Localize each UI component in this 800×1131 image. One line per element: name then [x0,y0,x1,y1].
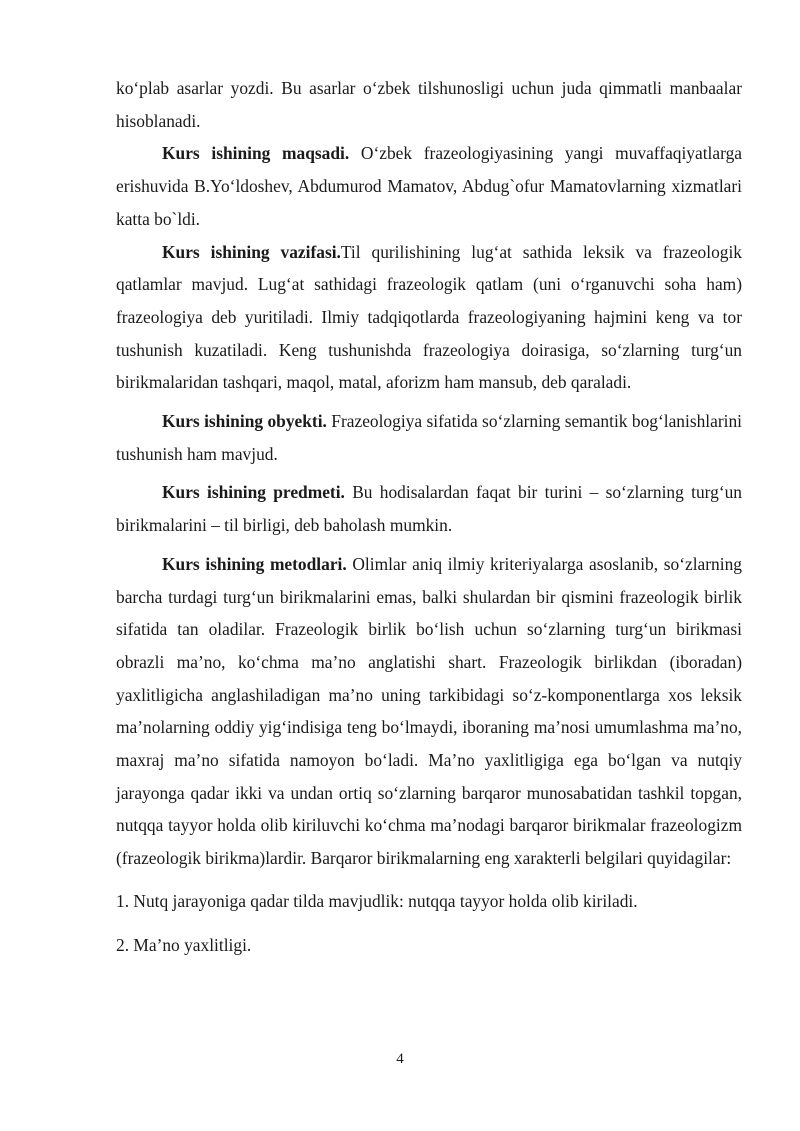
paragraph-text: Oʻzbek frazeologiyasining yangi muvaffaqiyatlarga erishuvida B.Yoʻldoshev, Abdumurod Mamatov, Abdug`ofur Mamatovlarning xizmatlari katta bo`ldi. [116,143,742,229]
paragraph-maqsadi [116,137,742,235]
paragraph-text: Frazeologiya sifatida soʻzlarning semantik bogʻlanishlarini tushunish ham mavjud. [116,411,742,464]
paragraph-metodlari [116,548,742,875]
paragraph-continuation [116,72,742,137]
paragraph-vazifasi [116,236,742,400]
paragraph-heading: Kurs ishining vazifasi. [162,241,341,262]
list-item: 2. Ma’no yaxlitligi. [116,934,252,955]
page-content [116,72,742,961]
paragraph-heading: Kurs ishining metodlari. [162,553,347,574]
paragraph-text: Olimlar aniq ilmiy kriteriyalarga asoslanib, soʻzlarning barcha turdagi turgʻun birikmalarini emas, balki shulardan bir qismini frazeologik birlik sifatida tan oladilar. Frazeologik birlik boʻlish uchun soʻzlarning turgʻun birikmasi obrazli ma’no, koʻchma ma’no anglatishi shart. Frazeologik birlikdan (iboradan) yaxlitligicha anglashiladigan ma’no uning tarkibidagi soʻz-komponentlarga xos leksik ma’nolarning oddiy yigʻindisiga teng boʻlmaydi, iboraning ma’nosi umumlashma ma’no, maxraj ma’no sifatida namoyon boʻladi. Ma’no yaxlitligiga ega boʻlgan va nutqiy jarayonga qadar ikki va undan ortiq soʻzlarning barqaror munosabatidan tashkil topgan, nutqqa tayyor holda olib kiriluvchi koʻchma ma’nodagi barqaror birikmalar frazeologizm (frazeologik birikma)lardir. Barqaror birikmalarning eng xarakterli belgilari quyidagilar: [116,553,742,869]
numbered-list [116,885,742,961]
paragraph-heading: Kurs ishining predmeti. [162,482,345,503]
paragraph-heading: Kurs ishining obyekti. [162,411,327,432]
paragraph-text: Til qurilishining lugʻat sathida leksik va frazeologik qatlamlar mavjud. Lugʻat sathidagi frazeologik qatlam (uni oʻrganuvchi soha ham) frazeologiya deb yuritiladi. Ilmiy tadqiqotlarda frazeologiyaning hajmini keng va tor tushunish kuzatiladi. Keng tushunishda frazeologiya doirasiga, soʻzlarning turgʻun birikmalaridan tashqari, maqol, matal, aforizm ham mansub, deb qaraladi. [116,241,742,393]
paragraph-predmeti [116,476,742,541]
paragraph-text: Bu hodisalardan faqat bir turini – soʻzlarning turgʻun birikmalarini – til birligi, deb baholash mumkin. [116,482,742,536]
paragraph-obyekti [116,405,742,470]
list-item: 1. Nutq jarayoniga qadar tilda mavjudlik: nutqqa tayyor holda olib kiriladi. [116,890,638,911]
paragraph-heading: Kurs ishining maqsadi. [162,143,350,164]
paragraph-text: koʻplab asarlar yozdi. Bu asarlar oʻzbek tilshunosligi uchun juda qimmatli manbaalar hisoblanadi. [116,78,742,131]
page-number: 4 [396,1051,404,1067]
